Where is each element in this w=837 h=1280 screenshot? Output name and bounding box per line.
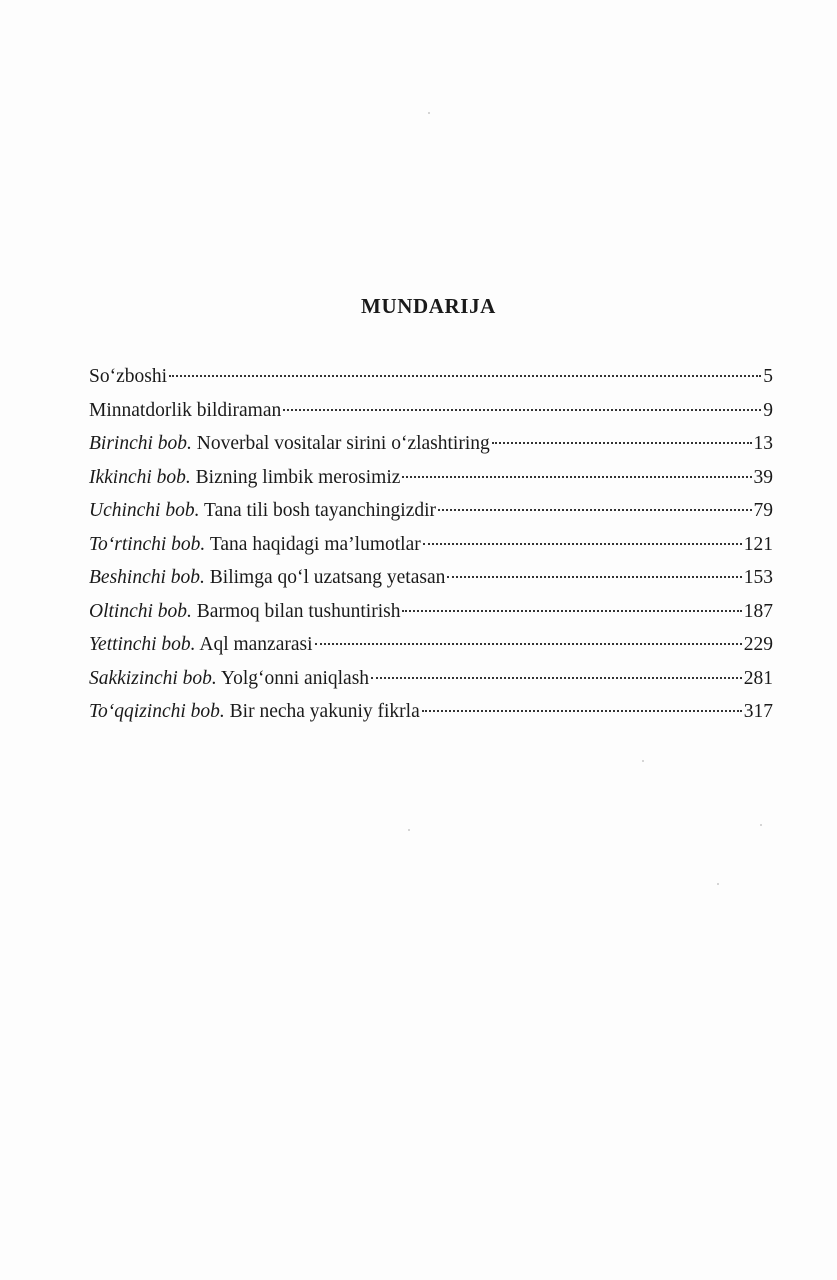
page-number: 5 [763, 366, 773, 387]
entry-title: Aql manzarasi [199, 634, 313, 655]
toc-heading: MUNDARIJA [361, 294, 496, 318]
entry-label [89, 599, 400, 625]
dot-leader [402, 476, 751, 478]
chapter-number: Uchinchi bob. [89, 500, 200, 521]
page-number: 121 [743, 533, 773, 555]
toc-entry [89, 599, 773, 633]
entry-label [89, 532, 421, 558]
entry-label [89, 498, 436, 524]
toc-entry [89, 532, 773, 566]
page-number: 39 [753, 466, 773, 488]
page-number: 79 [753, 500, 773, 521]
entry-title: Tana haqidagi ma’lumotlar [209, 533, 421, 555]
chapter-number: To‘rtinchi bob. [89, 533, 206, 555]
entry-label [89, 699, 420, 725]
dot-leader [402, 610, 741, 612]
page-number: 9 [763, 399, 773, 421]
scan-speck [642, 760, 644, 762]
toc-entry [89, 632, 773, 666]
entry-title: Minnatdorlik bildiraman [89, 399, 282, 421]
page-number: 187 [743, 600, 773, 622]
entry-title: Yolg‘onni aniqlash [220, 667, 370, 689]
scan-speck [408, 829, 410, 831]
entry-label [89, 666, 369, 692]
dot-leader [422, 710, 742, 712]
chapter-number: Yettinchi bob. [89, 634, 196, 655]
entry-title: Barmoq bilan tushuntirish [196, 600, 401, 622]
chapter-number: Oltinchi bob. [89, 600, 192, 622]
toc-entry [89, 565, 773, 599]
entry-title: Noverbal vositalar sirini o‘zlashtiring [196, 433, 490, 454]
entry-title: Bir necha yakuniy fikrla [229, 701, 420, 722]
toc-entry [89, 364, 773, 398]
toc-entry [89, 398, 773, 432]
toc-entry [89, 465, 773, 499]
dot-leader [371, 677, 742, 679]
dot-leader [169, 375, 761, 377]
chapter-number: Birinchi bob. [89, 433, 192, 454]
page-number: 13 [753, 433, 773, 454]
toc-entry [89, 431, 773, 465]
dot-leader [283, 409, 761, 411]
scan-speck [760, 824, 762, 826]
toc-entry [89, 699, 773, 733]
entry-label [89, 398, 281, 424]
dot-leader [315, 643, 742, 645]
dot-leader [423, 543, 742, 545]
page-number: 317 [743, 701, 773, 722]
table-of-contents [89, 364, 773, 733]
entry-label [89, 465, 400, 491]
page-number: 281 [743, 667, 773, 689]
toc-entry [89, 498, 773, 532]
entry-label [89, 632, 313, 658]
chapter-number: Sakkizinchi bob. [89, 667, 217, 689]
page-number: 153 [743, 567, 773, 588]
dot-leader [447, 576, 741, 578]
toc-entry [89, 666, 773, 700]
entry-title: Tana tili bosh tayanchingizdir [204, 500, 437, 521]
entry-label [89, 431, 490, 457]
dot-leader [438, 509, 751, 511]
scan-speck [428, 112, 430, 114]
chapter-number: Ikkinchi bob. [89, 466, 191, 488]
chapter-number: Beshinchi bob. [89, 567, 205, 588]
entry-title: So‘zboshi [89, 366, 167, 387]
scan-speck [717, 883, 719, 885]
chapter-number: To‘qqizinchi bob. [89, 701, 225, 722]
page-number: 229 [743, 634, 773, 655]
entry-title: Bilimga qo‘l uzatsang yetasan [209, 567, 446, 588]
dot-leader [492, 442, 752, 444]
entry-label [89, 364, 167, 390]
entry-label [89, 565, 445, 591]
entry-title: Bizning limbik merosimiz [195, 466, 401, 488]
